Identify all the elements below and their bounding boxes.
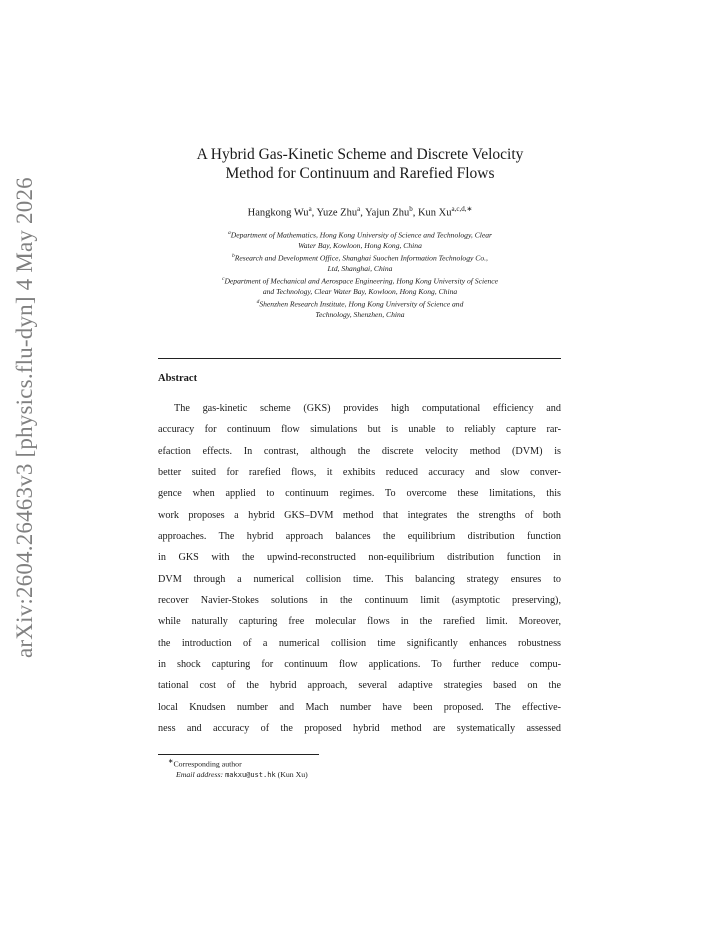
affiliation-mark: b: [232, 253, 235, 260]
email-label: Email address:: [176, 770, 224, 780]
affiliation-text: Shenzhen Research Institute, Hong Kong University of Science and: [259, 299, 464, 309]
author-list: [0, 205, 720, 219]
author-separator: ,: [412, 207, 418, 219]
affiliation-line: [155, 251, 565, 264]
abstract-heading: Abstract: [158, 373, 198, 384]
author-name: Yajun Zhu: [365, 207, 410, 219]
affiliation-list: [155, 228, 565, 321]
affiliation-mark: d: [256, 299, 260, 306]
affiliation-line: Water Bay, Kowloon, Hong Kong, China: [298, 240, 422, 250]
abstract-body: [158, 398, 561, 739]
arxiv-identifier: arXiv:2604.26463v3 [physics.flu-dyn] 4 May 2026: [12, 177, 37, 658]
abstract-line: work proposes a hybrid GKS–DVM method that integrates the strengths of both: [158, 509, 561, 521]
footnote-rule: [158, 754, 319, 755]
abstract-line: ness and accuracy of the proposed hybrid method are systematically assessed: [158, 722, 561, 734]
email-note: [168, 770, 308, 781]
abstract-top-rule: [158, 358, 561, 359]
corresponding-author-text: Corresponding author: [173, 759, 242, 769]
footnotes: [168, 757, 308, 781]
corresponding-author-note: [168, 757, 308, 770]
abstract-line: tational cost of the hybrid approach, several adaptive strategies based on the: [158, 680, 561, 692]
affiliation-line: and Technology, Clear Water Bay, Kowloon, Hong Kong, China: [262, 287, 458, 297]
author-name: Yuze Zhu: [316, 207, 358, 219]
abstract-line: better suited for rarefied flows, it exhibits reduced accuracy and slow conver-: [158, 466, 561, 478]
affiliation-text: Department of Mechanical and Aerospace Engineering, Hong Kong University of Science: [224, 276, 498, 286]
abstract-line: in shock capturing for continuum flow applications. To further reduce compu-: [158, 658, 561, 670]
author-name: Kun Xu: [417, 207, 452, 219]
email-address: makxu@ust.hk: [225, 771, 276, 780]
abstract-line: approaches. The hybrid approach balances the equilibrium distribution function: [158, 530, 561, 542]
author-name: Hangkong Wu: [247, 207, 309, 219]
affiliation-line: Technology, Shenzhen, China: [315, 310, 405, 320]
abstract-line: while naturally capturing free molecular flows in the rarefied limit. Moreover,: [158, 616, 561, 628]
author-separator: ,: [311, 207, 317, 219]
abstract-line: efaction effects. In contrast, although the discrete velocity method (DVM) is: [158, 445, 561, 457]
affiliation-line: [155, 297, 565, 310]
abstract-line: accuracy for continuum flow simulations but is unable to reliably capture rar-: [158, 424, 561, 436]
affiliation-line: [155, 274, 565, 287]
affiliation-text: Department of Mathematics, Hong Kong University of Science and Technology, Clear: [230, 230, 492, 240]
abstract-line: The gas-kinetic scheme (GKS) provides high computational efficiency and: [174, 403, 561, 414]
email-suffix: (Kun Xu): [277, 770, 308, 780]
affiliation-line: [155, 228, 565, 241]
affiliation-mark: a: [228, 230, 231, 236]
title-line: Method for Continuum and Rarefied Flows: [225, 165, 495, 182]
title-line: A Hybrid Gas-Kinetic Scheme and Discrete Velocity: [196, 146, 524, 163]
abstract-line: local Knudsen number and Mach number have been proposed. The effective-: [158, 701, 561, 713]
author-affiliation-mark: b: [409, 205, 413, 213]
author-affiliation-mark: a,c,d,∗: [451, 205, 473, 213]
footnote-mark: ∗: [168, 758, 174, 765]
paper-title: [0, 145, 720, 183]
affiliation-line: Ltd, Shanghai, China: [327, 263, 393, 273]
abstract-line: in GKS with the upwind-reconstructed non-equilibrium distribution function in: [158, 552, 561, 564]
author-affiliation-mark: a: [308, 205, 312, 213]
affiliation-mark: c: [222, 276, 225, 283]
abstract-line: the introduction of a numerical collision time significantly enhances robustness: [158, 637, 561, 649]
abstract-line: recover Navier-Stokes solutions in the continuum limit (asymptotic preserving),: [158, 594, 561, 606]
affiliation-text: Research and Development Office, Shanghai Suochen Information Technology Co.,: [234, 253, 488, 263]
author-separator: ,: [360, 207, 366, 219]
abstract-line: gence when applied to continuum regimes. To overcome these limitations, this: [158, 488, 561, 500]
abstract-line: DVM through a numerical collision time. This balancing strategy ensures to: [158, 573, 561, 585]
author-affiliation-mark: a: [357, 205, 361, 213]
